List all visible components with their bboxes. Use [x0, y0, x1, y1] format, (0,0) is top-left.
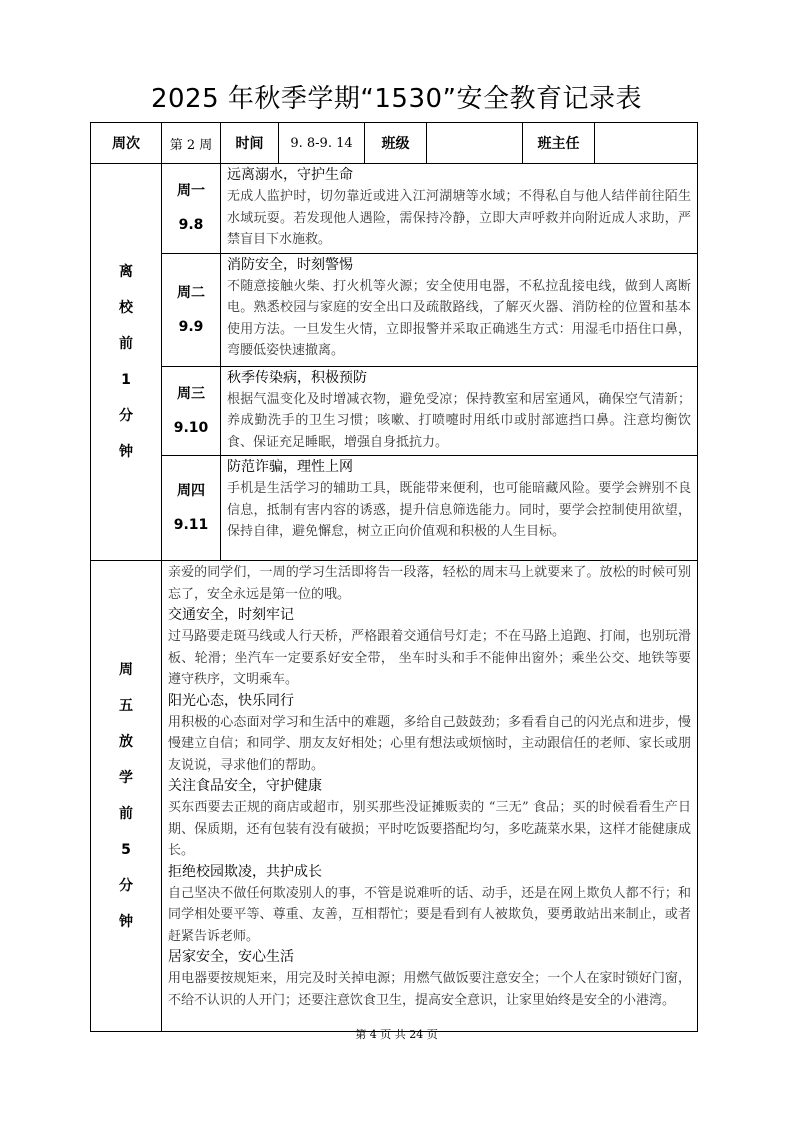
day-content	[221, 366, 698, 456]
friday-topic: 阳光心态，快乐同行	[168, 692, 294, 709]
day-name: 周一	[177, 183, 205, 200]
header-row	[91, 123, 698, 164]
week-value: 第 2 周	[162, 123, 221, 164]
day-content	[221, 456, 698, 561]
friday-text: 用积极的心态面对学习和生活中的难题，多给自己鼓鼓劲；多看看自己的闪光点和进步，慢慢建立自信；和同学、朋友友好相处；心里有想法或烦恼时，主动跟信任的老师、家长或朋友说说，寻求他们的帮助。	[168, 714, 691, 773]
section-friday-label: 周 五 放 学 前 5 分 钟	[91, 561, 162, 1032]
day-date: 9.11	[173, 517, 209, 533]
day-date: 9.9	[178, 318, 204, 335]
day-topic: 远离溺水，守护生命	[227, 167, 353, 183]
teacher-value[interactable]	[595, 123, 698, 164]
day-date: 9.8	[178, 217, 204, 234]
day-row-thursday	[91, 456, 698, 561]
class-label: 班级	[365, 123, 427, 164]
teacher-label: 班主任	[523, 123, 595, 164]
week-label: 周次	[91, 123, 162, 164]
day-row-wednesday	[91, 366, 698, 456]
day-topic: 秋季传染病，积极预防	[227, 369, 367, 386]
class-value[interactable]	[427, 123, 523, 164]
friday-topic: 关注食品安全，守护健康	[168, 778, 322, 794]
friday-topic: 拒绝校园欺凌，共护成长	[168, 863, 322, 880]
day-text: 根据气温变化及时增减衣物，避免受凉；保持教室和居室通风，确保空气清新；养成勤洗手的卫生习惯；咳嗽、打喷嚏时用纸巾或肘部遮挡口鼻。注意均衡饮食、保证充足睡眠，增强自身抵抗力。	[227, 391, 691, 450]
time-value: 9. 8-9. 14	[279, 123, 365, 164]
friday-topic: 居家安全，安心生活	[168, 949, 294, 965]
day-name: 周三	[177, 385, 205, 402]
day-cell	[162, 164, 221, 254]
day-content	[221, 164, 698, 254]
day-cell	[162, 253, 221, 366]
friday-section-row	[91, 561, 698, 1032]
page-footer: 第 4 页 共 24 页	[355, 1028, 438, 1041]
day-row-tuesday	[91, 253, 698, 366]
day-content	[221, 253, 698, 366]
day-text: 无成人监护时，切勿靠近或进入江河湖塘等水域；不得私自与他人结伴前往陌生水域玩耍。若发现他人遇险，需保持冷静，立即大声呼救并向附近成人求助，严禁盲目下水施救。	[227, 189, 691, 247]
friday-text: 自己坚决不做任何欺凌别人的事，不管是说难听的话、动手，还是在网上欺负人都不行；和同学相处要平等、尊重、友善，互相帮忙；要是看到有人被欺负，要勇敢站出来制止，或者赶紧告诉老师。	[168, 885, 691, 944]
friday-intro: 亲爱的同学们，一周的学习生活即将告一段落，轻松的周末马上就要来了。放松的时候可别忘了，安全永远是第一位的哦。	[168, 565, 691, 602]
section-leave-school-label: 离 校 前 1 分 钟	[91, 164, 162, 561]
day-topic: 消防安全，时刻警惕	[227, 256, 353, 273]
friday-text: 买东西要去正规的商店或超市，别买那些没证摊贩卖的 “三无” 食品；买的时候看看生产日期、保质期，还有包装有没有破损；平时吃饭要搭配均匀，多吃蔬菜水果，这样才能健康成长。	[168, 800, 691, 858]
time-label: 时间	[221, 123, 279, 164]
day-cell	[162, 456, 221, 561]
friday-content	[162, 561, 698, 1032]
day-cell	[162, 366, 221, 456]
day-date: 9.10	[173, 419, 209, 436]
friday-text: 过马路要走斑马线或人行天桥，严格跟着交通信号灯走；不在马路上追跑、打闹，也别玩滑板、轮滑；坐汽车一定要系好安全带， 坐车时头和手不能伸出窗外；乘坐公交、地铁等要遵守秩序，文明乘车。	[168, 629, 691, 687]
day-text: 不随意接触火柴、打火机等火源；安全使用电器，不私拉乱接电线，做到人离断电。熟悉校园与家庭的安全出口及疏散路线，了解灭火器、消防栓的位置和基本使用方法。一旦发生火情，立即报警并采取正确逃生方式：用湿毛巾捂住口鼻，弯腰低姿快速撤离。	[227, 278, 691, 358]
day-text: 手机是生活学习的辅助工具，既能带来便利，也可能暗藏风险。要学会辨别不良信息，抵制有害内容的诱惑，提升信息筛选能力。同时，要学会控制使用欲望，保持自律，避免懈怠，树立正向价值观和积极的人生目标。	[227, 481, 691, 539]
friday-topic: 交通安全，时刻牢记	[168, 607, 294, 623]
day-row-monday	[91, 164, 698, 254]
friday-text: 用电器要按规矩来，用完及时关掉电源；用燃气做饭要注意安全；一个人在家时锁好门窗，不给不认识的人开门；还要注意饮食卫生，提高安全意识，让家里始终是安全的小港湾。	[168, 971, 691, 1008]
page-title: 2025 年秋季学期“1530”安全教育记录表	[150, 84, 643, 114]
day-name: 周四	[177, 483, 205, 499]
record-table	[90, 122, 698, 1032]
day-topic: 防范诈骗，理性上网	[227, 459, 353, 475]
day-name: 周二	[177, 284, 205, 301]
